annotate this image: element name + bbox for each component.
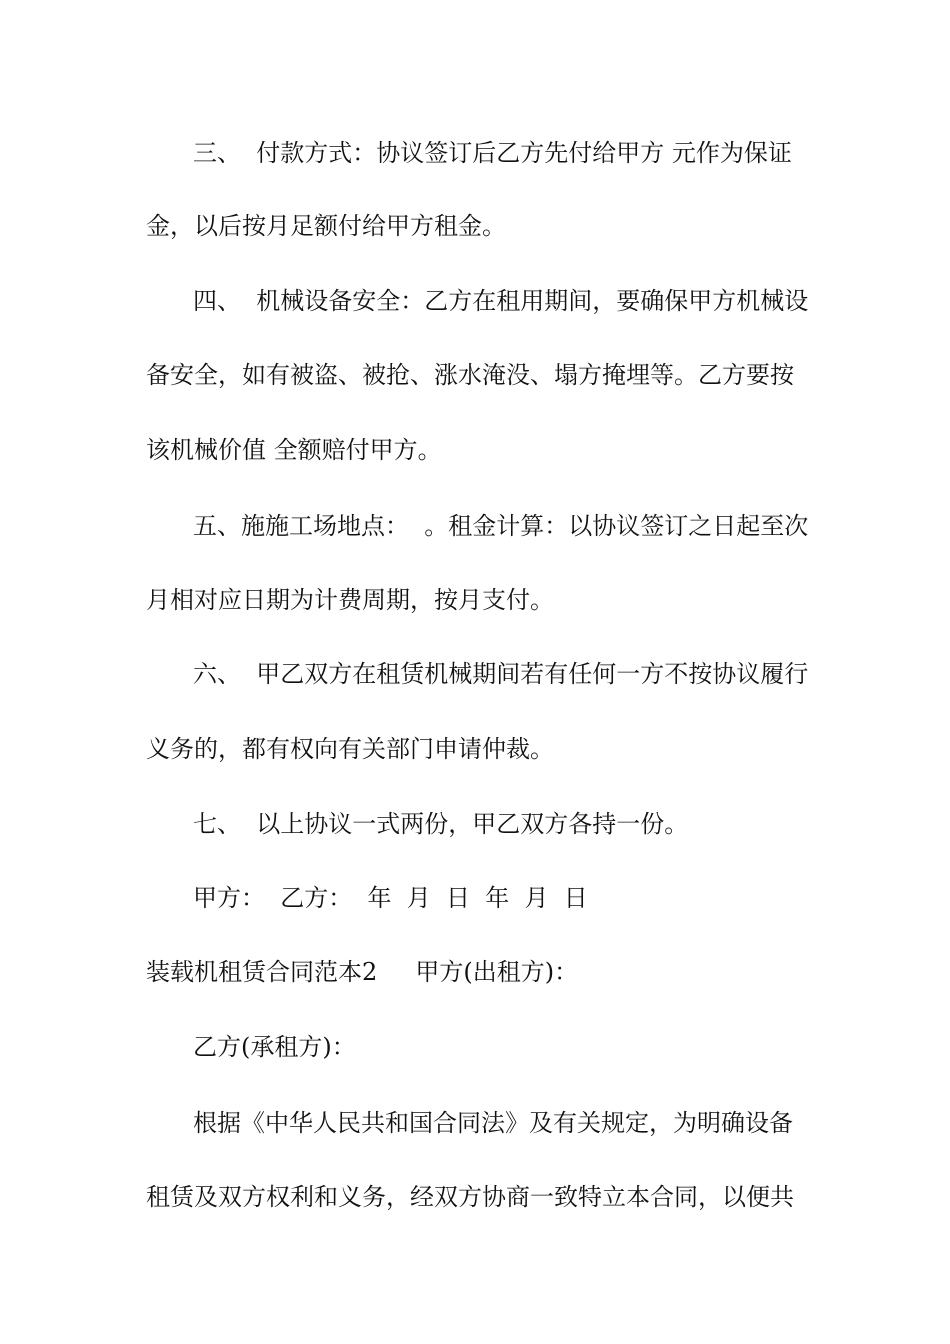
clause-6-line-2: 义务的，都有权向有关部门申请仲裁。 bbox=[146, 735, 554, 763]
clause-4-line-3: 该机械价值 全额赔付甲方。 bbox=[146, 436, 442, 464]
preamble-line-1: 根据《中华人民共和国合同法》及有关规定，为明确设备 bbox=[193, 1109, 793, 1137]
clause-5-line-1: 五、施施工场地点： 。租金计算：以协议签订之日起至次 bbox=[193, 512, 809, 540]
clause-4-line-1: 四、 机械设备安全：乙方在租用期间，要确保甲方机械设 bbox=[193, 287, 809, 315]
preamble-line-2: 租赁及双方权利和义务，经双方协商一致特立本合同，以便共 bbox=[146, 1183, 794, 1211]
signature-line: 甲方： 乙方： 年 月 日 年 月 日 bbox=[193, 884, 588, 912]
clause-6-line-1: 六、 甲乙双方在租赁机械期间若有任何一方不按协议履行 bbox=[193, 660, 809, 688]
clause-4-line-2: 备安全，如有被盗、被抢、涨水淹没、塌方掩埋等。乙方要按 bbox=[146, 361, 794, 389]
clause-7-line: 七、 以上协议一式两份，甲乙双方各持一份。 bbox=[193, 810, 689, 838]
clause-3-line-2: 金，以后按月足额付给甲方租金。 bbox=[146, 212, 506, 240]
clause-3-line-1: 三、 付款方式：协议签订后乙方先付给甲方 元作为保证 bbox=[193, 139, 792, 167]
contract-2-title-line: 装载机租赁合同范本2 甲方(出租方)： bbox=[146, 958, 579, 986]
lessee-line: 乙方(承租方)： bbox=[193, 1033, 356, 1061]
clause-5-line-2: 月相对应日期为计费周期，按月支付。 bbox=[146, 586, 554, 614]
